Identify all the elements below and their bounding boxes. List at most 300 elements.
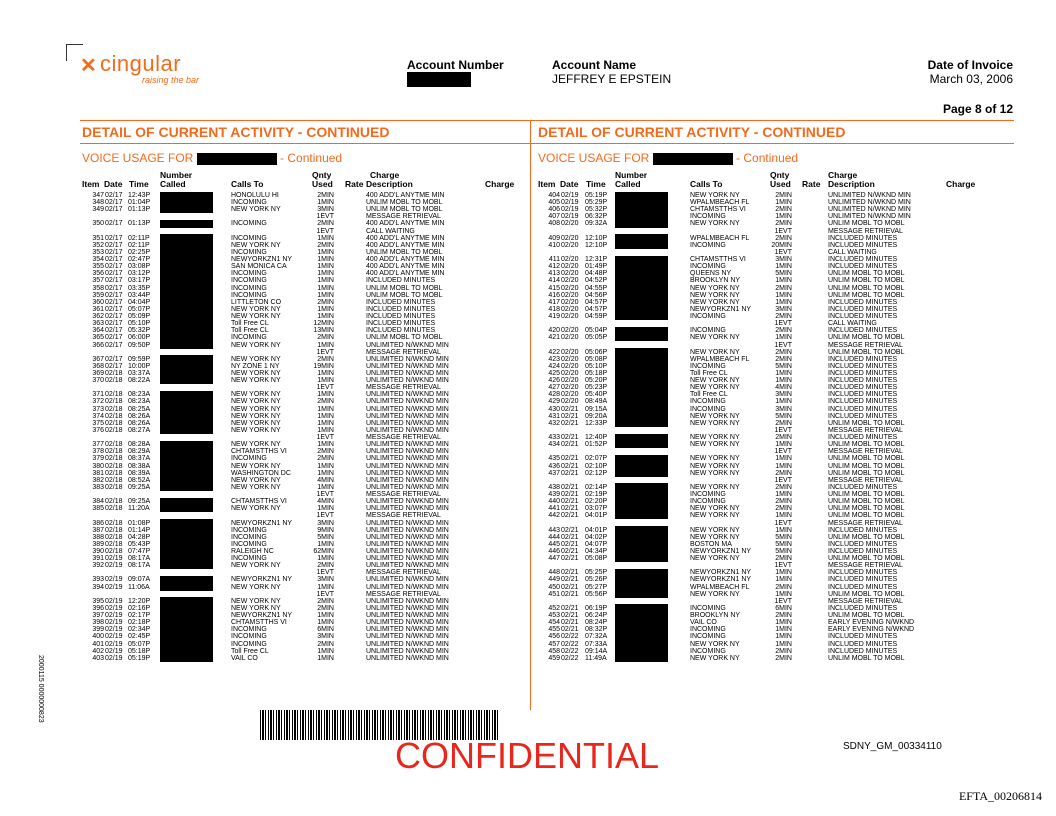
cell-description: UNLIMITED N/WKND MIN — [366, 469, 449, 477]
cell-date: 02/21 — [561, 462, 579, 470]
cell-item: 376 — [92, 426, 104, 434]
cell-used: 2MIN — [317, 355, 334, 363]
cell-used: 1EVT — [316, 569, 334, 577]
cell-used: 1MIN — [317, 248, 334, 256]
cell-used: 1EVT — [316, 434, 334, 442]
cell-description: INCLUDED MINUTES — [828, 583, 898, 591]
cell-date: 02/20 — [561, 298, 579, 306]
cell-calls-to: NEW YORK NY — [231, 483, 281, 491]
cell-time: 05:20P — [585, 377, 608, 385]
cell-time: 04:52P — [585, 277, 608, 285]
cell-item: 457 — [548, 640, 560, 648]
cell-item: 385 — [92, 505, 104, 513]
cell-time: 12:40P — [585, 434, 608, 442]
cell-description: UNLIMITED N/WKND MIN — [366, 548, 449, 555]
cell-item: 409 — [548, 234, 560, 242]
cell-time: 08:17A — [128, 562, 151, 570]
cell-used: 1MIN — [317, 505, 334, 513]
cell-calls-to: INCOMING — [690, 498, 726, 506]
cell-calls-to: NEW YORK NY — [231, 206, 281, 214]
cell-time: 01:13P — [128, 206, 151, 214]
cell-description: MESSAGE RETRIEVAL — [366, 348, 441, 356]
cell-calls-to: INCOMING — [231, 540, 267, 548]
cell-description: 400 ADD'L ANYTME MIN — [366, 263, 445, 271]
cell-time: 04:56P — [585, 291, 608, 299]
cell-used: 2MIN — [775, 612, 792, 620]
cell-used: 2MIN — [317, 448, 334, 456]
cell-description: UNLIMITED N/WKND MIN — [828, 213, 911, 221]
cell-used: 1MIN — [317, 555, 334, 563]
cell-date: 02/17 — [105, 263, 123, 271]
cell-time: 01:04P — [128, 199, 151, 207]
cell-date: 02/17 — [105, 320, 123, 328]
cell-item: 453 — [548, 612, 560, 620]
cell-used: 1MIN — [317, 405, 334, 413]
efta-number: EFTA_00206814 — [958, 789, 1042, 803]
cell-time: 08:25A — [128, 405, 151, 413]
cell-time: 11:49A — [585, 654, 607, 662]
cell-used: 1EVT — [316, 590, 334, 598]
cell-time: 04:48P — [585, 270, 608, 278]
cell-used: 1MIN — [317, 412, 334, 420]
cell-item: 423 — [548, 355, 560, 363]
cell-time: 04:57P — [585, 298, 608, 306]
cell-used: 2MIN — [317, 220, 334, 228]
cell-used: 1EVT — [774, 448, 792, 456]
cell-used: 1MIN — [775, 640, 792, 648]
called-number-redaction — [160, 377, 213, 385]
cell-date: 02/18 — [105, 412, 123, 420]
cell-item: 433 — [548, 434, 560, 442]
cell-description: INCLUDED MINUTES — [828, 362, 898, 370]
cell-used: 4MIN — [317, 498, 334, 506]
cell-used: 1MIN — [775, 626, 792, 634]
cell-used: 1EVT — [316, 512, 334, 520]
cell-calls-to: NEWYORKZN1 NY — [690, 305, 752, 313]
cell-date: 02/21 — [561, 455, 579, 463]
cell-description: INCLUDED MINUTES — [366, 298, 436, 306]
page-number: Page 8 of 12 — [942, 102, 1013, 116]
cell-used: 2MIN — [775, 498, 792, 506]
cell-description: UNLIM MOBL TO MOBL — [828, 555, 905, 563]
cell-used: 1MIN — [775, 398, 792, 406]
cell-calls-to: BOSTON MA — [690, 540, 732, 548]
cell-description: INCLUDED MINUTES — [828, 241, 898, 249]
cell-description: UNLIM MOBL TO MOBL — [366, 284, 443, 292]
cell-description: UNLIMITED N/WKND MIN — [366, 619, 449, 627]
cell-calls-to: WPALMBEACH FL — [690, 355, 750, 363]
cell-time: 02:20P — [585, 498, 608, 506]
cell-used: 2MIN — [775, 434, 792, 442]
called-number-redaction — [615, 220, 668, 228]
cell-description: INCLUDED MINUTES — [828, 633, 898, 641]
cell-calls-to: NEW YORK NY — [231, 391, 281, 399]
cell-calls-to: NEW YORK NY — [690, 384, 740, 392]
cell-date: 02/18 — [105, 398, 123, 406]
called-number-redaction — [160, 562, 213, 570]
header-description: Description — [366, 179, 413, 189]
cell-item: 352 — [92, 241, 104, 249]
cell-calls-to: INCOMING — [231, 455, 267, 463]
cell-calls-to: NEW YORK NY — [231, 355, 281, 363]
cell-time: 04:01P — [585, 526, 608, 534]
cell-used: 2MIN — [775, 654, 792, 662]
cell-item: 403 — [92, 654, 104, 662]
cell-calls-to: SAN MONICA CA — [231, 263, 287, 271]
cell-item: 424 — [548, 362, 560, 370]
cell-date: 02/20 — [561, 270, 579, 278]
cell-time: 05:32P — [585, 206, 608, 214]
cell-calls-to: INCOMING — [690, 263, 726, 271]
cell-item: 426 — [548, 377, 560, 385]
cell-time: 01:08P — [128, 519, 151, 527]
called-number-redaction — [615, 419, 668, 427]
cell-item: 359 — [92, 291, 104, 299]
cell-time: 12:20P — [128, 597, 151, 605]
cell-calls-to: NEW YORK NY — [690, 412, 740, 420]
cell-date: 02/20 — [561, 256, 579, 264]
cell-item: 350 — [92, 220, 104, 228]
cell-time: 02:16P — [128, 604, 151, 612]
account-number-label: Account Number — [407, 58, 504, 72]
cell-calls-to: NEW YORK NY — [690, 220, 740, 228]
cell-used: 1EVT — [774, 562, 792, 570]
cell-used: 2MIN — [775, 483, 792, 491]
cell-item: 429 — [548, 398, 560, 406]
called-number-redaction — [615, 654, 668, 662]
cell-date: 02/21 — [561, 526, 579, 534]
cell-time: 09:32A — [585, 220, 608, 228]
cell-time: 08:38A — [128, 462, 151, 470]
cell-description: UNLIMITED N/WKND MIN — [366, 498, 449, 506]
cell-date: 02/19 — [105, 633, 123, 641]
cell-calls-to: CHTAMSTTHS VI — [690, 206, 746, 214]
header-calls-to: Calls To — [690, 179, 723, 189]
cell-calls-to: RALEIGH NC — [231, 548, 274, 555]
cell-time: 04:59P — [585, 313, 608, 321]
cell-item: 452 — [548, 604, 560, 612]
cell-time: 01:52P — [585, 441, 608, 449]
cell-item: 373 — [92, 405, 104, 413]
cell-description: UNLIM MOBL TO MOBL — [828, 334, 905, 342]
cell-description: INCLUDED MINUTES — [828, 355, 898, 363]
cell-time: 05:07P — [128, 305, 151, 313]
called-number-redaction — [615, 469, 668, 477]
cell-time: 11:20A — [128, 505, 150, 513]
header-number: Number — [160, 170, 193, 180]
cell-used: 2MIN — [775, 348, 792, 356]
cell-item: 454 — [548, 619, 560, 627]
cell-item: 438 — [548, 483, 560, 491]
cell-calls-to: INCOMING — [690, 633, 726, 641]
cell-date: 02/19 — [105, 647, 123, 655]
cell-date: 02/20 — [561, 263, 579, 271]
cell-description: UNLIM MOBL TO MOBL — [828, 284, 905, 292]
cell-description: EARLY EVENING N/WKND — [828, 626, 915, 634]
cell-description: 400 ADD'L ANYTME MIN — [366, 220, 445, 228]
cell-date: 02/18 — [105, 548, 123, 555]
cell-item: 372 — [92, 398, 104, 406]
cell-description: UNLIM MOBL TO MOBL — [828, 348, 905, 356]
called-number-redaction — [615, 313, 668, 321]
cell-used: 1MIN — [775, 298, 792, 306]
cell-date: 02/17 — [105, 355, 123, 363]
cell-item: 362 — [92, 313, 104, 321]
cell-description: MESSAGE RETRIEVAL — [828, 562, 903, 570]
cell-item: 440 — [548, 498, 560, 506]
cell-item: 396 — [92, 604, 104, 612]
cell-used: 2MIN — [317, 241, 334, 249]
cell-description: INCLUDED MINUTES — [828, 398, 898, 406]
cell-used: 1MIN — [775, 199, 792, 207]
cell-used: 2MIN — [775, 469, 792, 477]
header-charge: Charge — [946, 179, 976, 189]
cell-item: 397 — [92, 612, 104, 620]
header-number: Number — [615, 170, 648, 180]
called-number-redaction — [615, 441, 668, 449]
cell-time: 08:26A — [128, 412, 151, 420]
cell-item: 459 — [548, 654, 560, 662]
cell-description: 400 ADD'L ANYTME MIN — [366, 241, 445, 249]
cell-used: 1MIN — [775, 569, 792, 577]
cell-item: 449 — [548, 576, 560, 584]
cell-calls-to: NEW YORK NY — [690, 434, 740, 442]
header-qnty: Qnty — [312, 170, 332, 180]
cell-used: 1MIN — [775, 213, 792, 221]
cell-item: 379 — [92, 455, 104, 463]
cell-item: 369 — [92, 370, 104, 377]
account-number-redaction — [407, 72, 471, 87]
header-time: Time — [586, 179, 606, 189]
cell-date: 02/17 — [105, 192, 123, 199]
cell-calls-to: WPALMBEACH FL — [690, 234, 750, 242]
cell-date: 02/20 — [561, 313, 579, 321]
cell-item: 378 — [92, 448, 104, 456]
cell-description: UNLIM MOBL TO MOBL — [828, 505, 905, 513]
cell-description: INCLUDED MINUTES — [828, 540, 898, 548]
cell-calls-to: NEW YORK NY — [690, 654, 740, 662]
cell-time: 03:12P — [128, 270, 151, 278]
phone-redaction — [653, 153, 733, 165]
cell-item: 412 — [548, 263, 560, 271]
cell-time: 05:40P — [585, 391, 608, 399]
cell-date: 02/18 — [105, 498, 123, 506]
cell-item: 368 — [92, 362, 104, 370]
cell-calls-to: NEWYORKZN1 NY — [231, 256, 293, 264]
cell-calls-to: NEW YORK NY — [231, 597, 281, 605]
cell-date: 02/18 — [105, 419, 123, 427]
cell-description: UNLIM MOBL TO MOBL — [828, 277, 905, 285]
cell-time: 08:52A — [128, 476, 151, 484]
cell-item: 386 — [92, 519, 104, 527]
cell-used: 1EVT — [774, 320, 792, 328]
cell-item: 448 — [548, 569, 560, 577]
cell-used: 4MIN — [317, 476, 334, 484]
account-name-label: Account Name — [552, 58, 637, 72]
cell-time: 04:55P — [585, 284, 608, 292]
cell-item: 348 — [92, 199, 104, 207]
cell-description: INCLUDED MINUTES — [366, 277, 436, 285]
cell-time: 05:25P — [585, 569, 608, 577]
cell-item: 441 — [548, 505, 560, 513]
cell-date: 02/20 — [561, 362, 579, 370]
cell-description: UNLIMITED N/WKND MIN — [366, 483, 449, 491]
phone-redaction — [197, 153, 277, 165]
logo-wordmark: cingular — [100, 51, 182, 76]
cell-time: 05:10P — [128, 320, 151, 328]
cell-time: 03:37A — [128, 370, 151, 377]
cell-date: 02/18 — [105, 533, 123, 541]
cell-time: 04:07P — [585, 540, 608, 548]
cell-time: 05:06P — [585, 348, 608, 356]
cell-used: 1MIN — [775, 291, 792, 299]
cell-date: 02/21 — [561, 555, 579, 563]
cell-time: 02:18P — [128, 619, 151, 627]
cell-time: 12:10P — [585, 241, 608, 249]
cell-date: 02/18 — [105, 426, 123, 434]
cell-time: 02:12P — [585, 469, 608, 477]
header-used: Used — [770, 179, 791, 189]
cell-item: 388 — [92, 533, 104, 541]
cell-item: 401 — [92, 640, 104, 648]
cell-calls-to: NEW YORK NY — [690, 298, 740, 306]
called-number-redaction — [160, 426, 213, 434]
cell-item: 407 — [548, 213, 560, 221]
cell-used: 2MIN — [317, 455, 334, 463]
cell-date: 02/17 — [105, 256, 123, 264]
cell-date: 02/18 — [105, 391, 123, 399]
cell-calls-to: HONOLULU HI — [231, 192, 279, 199]
cell-description: INCLUDED MINUTES — [828, 412, 898, 420]
cell-item: 400 — [92, 633, 104, 641]
cell-calls-to: NEW YORK NY — [231, 405, 281, 413]
header-date: Date — [560, 179, 579, 189]
cell-description: UNLIMITED N/WKND MIN — [366, 391, 449, 399]
cell-date: 02/20 — [561, 241, 579, 249]
header-used: Used — [312, 179, 333, 189]
cell-date: 02/21 — [561, 441, 579, 449]
cell-description: UNLIMITED N/WKND MIN — [366, 405, 449, 413]
cell-time: 07:33A — [585, 640, 608, 648]
cell-calls-to: QUEENS NY — [690, 270, 732, 278]
cell-description: INCLUDED MINUTES — [828, 640, 898, 648]
cell-item: 392 — [92, 562, 104, 570]
cell-date: 02/17 — [105, 199, 123, 207]
cell-used: 1MIN — [775, 491, 792, 499]
cell-date: 02/20 — [561, 355, 579, 363]
cell-description: UNLIMITED N/WKND MIN — [366, 654, 449, 662]
cell-date: 02/18 — [105, 505, 123, 513]
cell-calls-to: NEW YORK NY — [690, 377, 740, 385]
header-charge-top: Charge — [828, 170, 858, 180]
cell-used: 1MIN — [317, 647, 334, 655]
section-title-right: DETAIL OF CURRENT ACTIVITY - CONTINUED — [538, 124, 846, 140]
cell-date: 02/18 — [105, 455, 123, 463]
cell-time: 08:49A — [585, 398, 608, 406]
cell-item: 427 — [548, 384, 560, 392]
cell-date: 02/17 — [105, 291, 123, 299]
cell-time: 12:33P — [585, 419, 608, 427]
cingular-x-icon: ✕ — [80, 55, 97, 77]
cell-used: 1MIN — [317, 462, 334, 470]
cell-time: 06:19P — [585, 604, 608, 612]
cell-time: 08:28A — [128, 441, 151, 449]
cell-calls-to: NEW YORK NY — [231, 412, 281, 420]
cell-used: 1MIN — [317, 419, 334, 427]
cell-calls-to: NEW YORK NY — [690, 555, 740, 563]
cell-calls-to: WPALMBEACH FL — [690, 583, 750, 591]
cell-time: 03:07P — [585, 505, 608, 513]
cell-description: UNLIMITED N/WKND MIN — [366, 448, 449, 456]
cell-description: UNLIM MOBL TO MOBL — [828, 533, 905, 541]
cell-used: 2MIN — [775, 284, 792, 292]
cell-time: 05:18P — [128, 647, 151, 655]
cell-used: 1EVT — [316, 384, 334, 392]
cell-calls-to: NEW YORK NY — [231, 462, 281, 470]
cell-item: 432 — [548, 419, 560, 427]
cell-item: 361 — [92, 305, 104, 313]
cell-used: 1MIN — [775, 576, 792, 584]
cell-calls-to: NEW YORK NY — [690, 441, 740, 449]
cell-description: MESSAGE RETRIEVAL — [366, 491, 441, 499]
cell-used: 2MIN — [775, 327, 792, 335]
cell-item: 355 — [92, 263, 104, 271]
cell-used: 3MIN — [775, 391, 792, 399]
cell-used: 1EVT — [774, 341, 792, 349]
cell-date: 02/19 — [561, 206, 579, 214]
cell-date: 02/20 — [561, 305, 579, 313]
called-number-redaction — [160, 583, 213, 591]
cell-description: INCLUDED MINUTES — [828, 405, 898, 413]
header-charge: Charge — [485, 179, 515, 189]
cell-date: 02/19 — [105, 654, 123, 662]
cell-item: 382 — [92, 476, 104, 484]
cell-description: MESSAGE RETRIEVAL — [828, 426, 903, 434]
cell-description: INCLUDED MINUTES — [828, 548, 898, 555]
cell-time: 08:23A — [128, 391, 151, 399]
cell-description: UNLIM MOBL TO MOBL — [366, 291, 443, 299]
cell-description: INCLUDED MINUTES — [366, 320, 436, 328]
cell-date: 02/21 — [561, 576, 579, 584]
cell-item: 419 — [548, 313, 560, 321]
header-date: Date — [104, 179, 123, 189]
cell-date: 02/20 — [561, 384, 579, 392]
cell-calls-to: Toll Free CL — [231, 327, 269, 335]
cell-date: 02/20 — [561, 220, 579, 228]
cell-description: UNLIM MOBL TO MOBL — [828, 462, 905, 470]
cell-calls-to: INCOMING — [231, 291, 267, 299]
cell-time: 12:43P — [128, 192, 151, 199]
cell-used: 2MIN — [775, 419, 792, 427]
cell-description: UNLIM MOBL TO MOBL — [828, 491, 905, 499]
cell-item: 439 — [548, 491, 560, 499]
cell-item: 391 — [92, 555, 104, 563]
cell-item: 428 — [548, 391, 560, 399]
cell-date: 02/17 — [105, 327, 123, 335]
cell-time: 08:27A — [128, 426, 151, 434]
cell-description: EARLY EVENING N/WKND — [828, 619, 915, 627]
cell-calls-to: INCOMING — [690, 405, 726, 413]
cell-time: 05:27P — [585, 583, 608, 591]
header-calls-to: Calls To — [231, 179, 264, 189]
cell-calls-to: INCOMING — [690, 647, 726, 655]
cell-date: 02/21 — [561, 540, 579, 548]
cell-time: 03:17P — [128, 277, 151, 285]
cell-time: 05:32P — [128, 327, 151, 335]
cell-time: 12:10P — [585, 234, 608, 242]
cell-time: 05:29P — [585, 199, 608, 207]
cell-item: 415 — [548, 284, 560, 292]
